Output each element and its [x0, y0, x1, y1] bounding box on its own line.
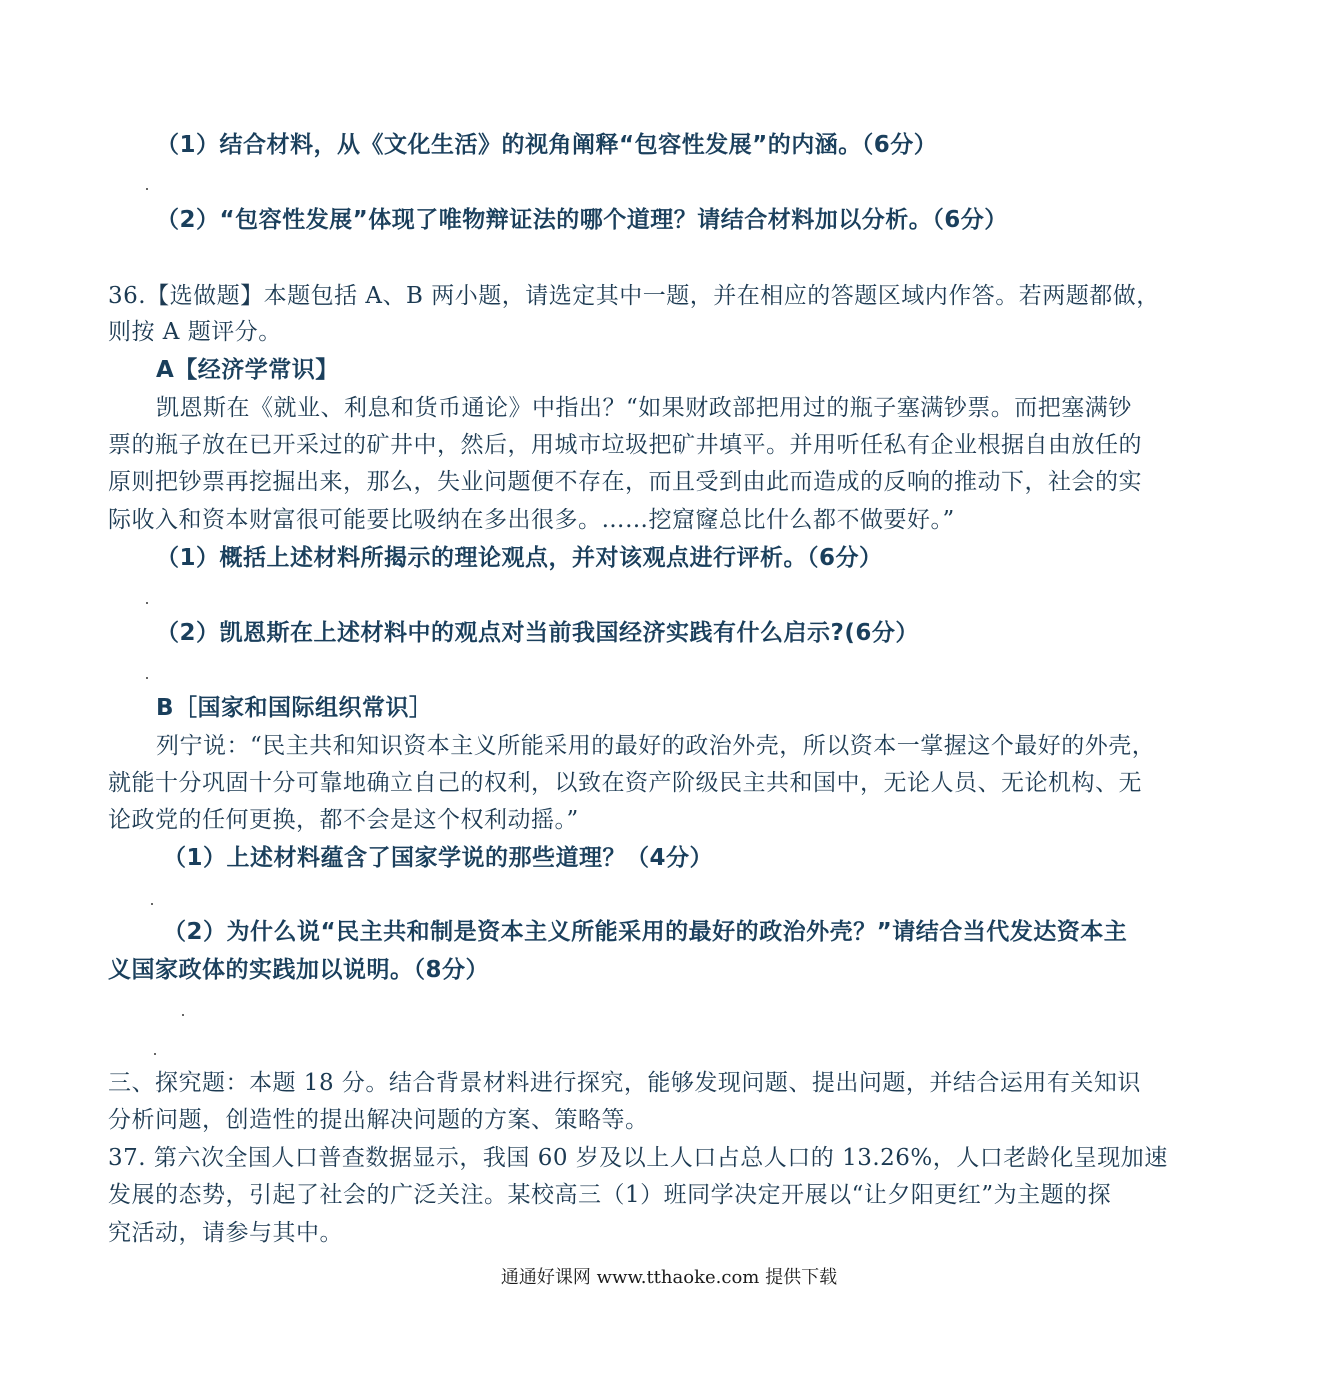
scan-mark: [182, 1014, 184, 1016]
scan-mark: [151, 903, 153, 905]
section-3-line2: 分析问题，创造性的提出解决问题的方案、策略等。: [108, 1107, 649, 1133]
question-36-intro-line1: 36.【选做题】本题包括 A、B 两小题，请选定其中一题，并在相应的答题区域内作答。若两题都做，: [108, 283, 1160, 309]
scan-mark: [146, 188, 148, 190]
scan-mark: [154, 1053, 156, 1055]
question-37-line1: 37. 第六次全国人口普查数据显示，我国 60 岁及以上人口占总人口的 13.26%，人口老龄化呈现加速: [108, 1145, 1168, 1171]
part-b-question-2-line1: （2）为什么说“民主共和制是资本主义所能采用的最好的政治外壳？”请结合当代发达资本主: [163, 919, 1128, 945]
part-b-heading: B［国家和国际组织常识］: [156, 695, 433, 721]
part-b-question-1: （1）上述材料蕴含了国家学说的那些道理？（4分）: [163, 845, 714, 871]
question-35-2: （2）“包容性发展”体现了唯物辩证法的哪个道理？请结合材料加以分析。（6分）: [156, 207, 1008, 233]
part-a-text-line2: 票的瓶子放在已开采过的矿井中，然后，用城市垃圾把矿井填平。并用听任私有企业根据自由放任的: [108, 432, 1142, 458]
question-36-intro-line2: 则按 A 题评分。: [108, 319, 282, 345]
part-a-text-line3: 原则把钞票再挖掘出来，那么，失业问题便不存在，而且受到由此而造成的反响的推动下，社会的实: [108, 469, 1142, 495]
part-b-text-line1: 列宁说：“民主共和知识资本主义所能采用的最好的政治外壳，所以资本一掌握这个最好的外壳，: [156, 733, 1156, 759]
part-b-question-2-line2: 义国家政体的实践加以说明。（8分）: [108, 957, 490, 983]
part-a-question-1: （1）概括上述材料所揭示的理论观点，并对该观点进行评析。（6分）: [156, 545, 883, 571]
part-a-question-2: （2）凯恩斯在上述材料中的观点对当前我国经济实践有什么启示?(6分）: [156, 620, 919, 646]
footer-source: 通通好课网 www.tthaoke.com 提供下载: [500, 1267, 838, 1288]
scan-mark: [146, 677, 148, 679]
part-a-text-line4: 际收入和资本财富很可能要比吸纳在多出很多。……挖窟窿总比什么都不做要好。”: [108, 507, 955, 533]
scan-mark: [146, 602, 148, 604]
question-37-line3: 究活动，请参与其中。: [108, 1220, 343, 1246]
question-37-line2: 发展的态势，引起了社会的广泛关注。某校高三（1）班同学决定开展以“让夕阳更红”为主题的探: [108, 1182, 1112, 1208]
part-b-text-line2: 就能十分巩固十分可靠地确立自己的权利，以致在资产阶级民主共和国中，无论人员、无论机构、无: [108, 770, 1142, 796]
section-3-line1: 三、探究题：本题 18 分。结合背景材料进行探究，能够发现问题、提出问题，并结合运用有关知识: [108, 1070, 1141, 1096]
question-35-1: （1）结合材料，从《文化生活》的视角阐释“包容性发展”的内涵。（6分）: [156, 132, 938, 158]
part-b-text-line3: 论政党的任何更换，都不会是这个权利动摇。”: [108, 807, 579, 833]
part-a-heading: A【经济学常识】: [156, 357, 339, 383]
part-a-text-line1: 凯恩斯在《就业、利息和货币通论》中指出？“如果财政部把用过的瓶子塞满钞票。而把塞满钞: [156, 395, 1132, 421]
